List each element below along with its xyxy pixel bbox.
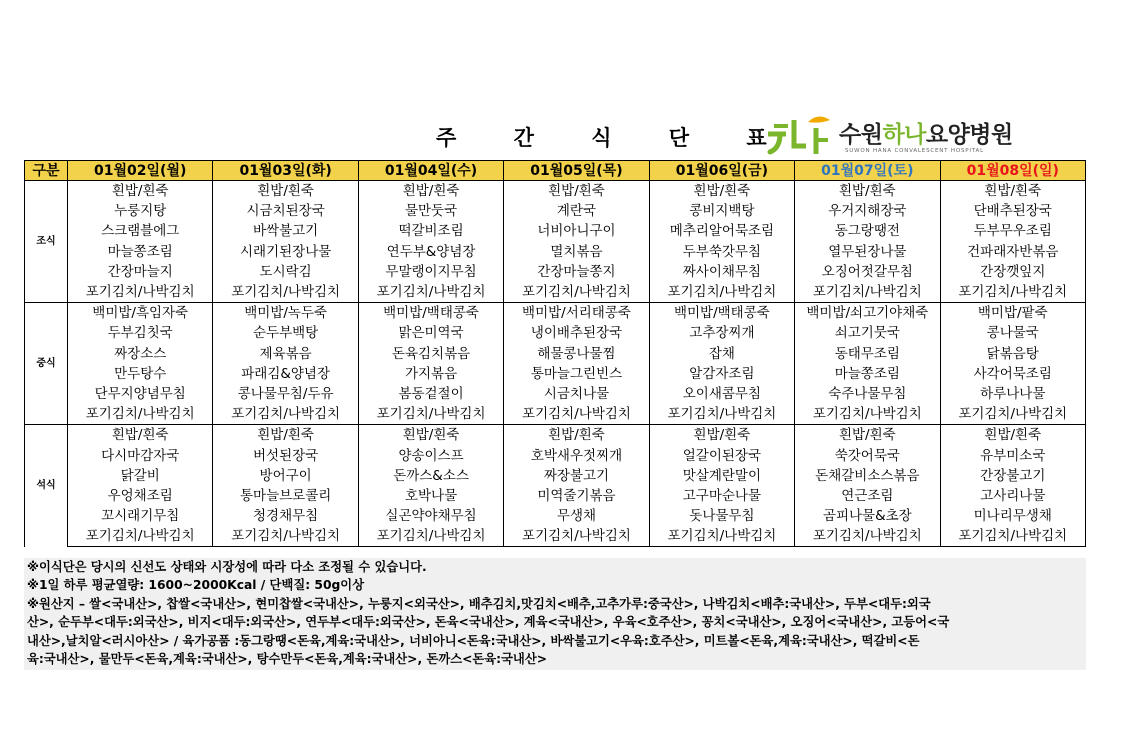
menu-item: 얼갈이된장국	[649, 445, 794, 465]
menu-item: 포기김치/나박김치	[504, 282, 649, 303]
menu-item: 짜사이채무침	[649, 262, 794, 282]
menu-item: 흰밥/흰죽	[940, 181, 1085, 202]
menu-item: 도시락김	[213, 262, 358, 282]
menu-row	[25, 303, 1086, 324]
menu-item: 포기김치/나박김치	[940, 404, 1085, 425]
menu-item: 콩비지백탕	[649, 201, 794, 221]
menu-item: 포기김치/나박김치	[795, 404, 940, 425]
menu-item: 고추장찌개	[649, 323, 794, 343]
menu-row	[25, 404, 1086, 425]
menu-item: 포기김치/나박김치	[940, 282, 1085, 303]
menu-item: 포기김치/나박김치	[358, 404, 503, 425]
menu-item: 꼬시래기무침	[68, 506, 213, 526]
hospital-name-part1: 수원	[839, 122, 883, 148]
menu-item: 콩나물국	[940, 323, 1085, 343]
menu-row	[25, 466, 1086, 486]
menu-row	[25, 384, 1086, 404]
menu-item: 흰밥/흰죽	[504, 425, 649, 446]
menu-item: 우거지해장국	[795, 201, 940, 221]
menu-item: 미역줄기볶음	[504, 486, 649, 506]
hospital-english-name: SUWON HANA CONVALESCENT HOSPITAL	[845, 148, 984, 154]
menu-item: 오징어젓갈무침	[795, 262, 940, 282]
menu-item: 봄동겉절이	[358, 384, 503, 404]
breakfast-label: 조식	[25, 181, 68, 303]
page-title: 주 간 식 단 표	[436, 126, 792, 150]
menu-item: 두부무우조림	[940, 221, 1085, 241]
menu-item: 쑥갓어묵국	[795, 445, 940, 465]
menu-item: 포기김치/나박김치	[68, 282, 213, 303]
menu-item: 호박나물	[358, 486, 503, 506]
menu-item: 잡채	[649, 344, 794, 364]
hospital-logo	[766, 114, 1056, 160]
menu-item: 흰밥/흰죽	[504, 181, 649, 202]
notes-section	[24, 558, 1086, 670]
menu-item: 무생채	[504, 506, 649, 526]
menu-item: 짜장소스	[68, 344, 213, 364]
menu-item: 우엉채조림	[68, 486, 213, 506]
menu-item: 닭갈비	[68, 466, 213, 486]
menu-item: 포기김치/나박김치	[358, 282, 503, 303]
menu-item: 돈채갈비소스볶음	[795, 466, 940, 486]
dinner-block	[25, 425, 1086, 547]
menu-item: 흰밥/흰죽	[358, 425, 503, 446]
menu-item: 곰피나물&초장	[795, 506, 940, 526]
menu-item: 포기김치/나박김치	[940, 526, 1085, 547]
menu-item: 사각어묵조림	[940, 364, 1085, 384]
menu-item: 유부미소국	[940, 445, 1085, 465]
menu-item: 파래김&양념장	[213, 364, 358, 384]
menu-item: 두부김칫국	[68, 323, 213, 343]
menu-item: 열무된장나물	[795, 242, 940, 262]
menu-item: 시래기된장나물	[213, 242, 358, 262]
menu-item: 닭볶음탕	[940, 344, 1085, 364]
menu-item: 두부쑥갓무침	[649, 242, 794, 262]
menu-row	[25, 262, 1086, 282]
menu-item: 무말랭이지무침	[358, 262, 503, 282]
menu-item: 돈육김치볶음	[358, 344, 503, 364]
breakfast-block	[25, 181, 1086, 303]
menu-item: 양송이스프	[358, 445, 503, 465]
menu-item: 포기김치/나박김치	[68, 404, 213, 425]
menu-item: 흰밥/흰죽	[795, 181, 940, 202]
menu-item: 돗나물무침	[649, 506, 794, 526]
menu-row	[25, 344, 1086, 364]
menu-item: 고사리나물	[940, 486, 1085, 506]
menu-row	[25, 323, 1086, 343]
menu-item: 간장깻잎지	[940, 262, 1085, 282]
menu-row	[25, 425, 1086, 446]
menu-row	[25, 282, 1086, 303]
menu-item: 알감자조림	[649, 364, 794, 384]
menu-item: 포기김치/나박김치	[68, 526, 213, 547]
menu-item: 하루나나물	[940, 384, 1085, 404]
note-line: 내산>,날치알<러시아산> / 육가공품 :동그랑땡<돈육,계육:국내산>, 너비아니<돈육:국내산>, 바싹불고기<우육:호주산>, 미트볼<돈육,계육:국내산>, 떡갈비<돈	[27, 633, 920, 648]
menu-item: 간장마늘지	[68, 262, 213, 282]
menu-item: 버섯된장국	[213, 445, 358, 465]
menu-item: 물만둣국	[358, 201, 503, 221]
menu-row	[25, 486, 1086, 506]
menu-item: 간장불고기	[940, 466, 1085, 486]
menu-item: 포기김치/나박김치	[795, 526, 940, 547]
menu-item: 흰밥/흰죽	[649, 425, 794, 446]
menu-item: 동그랑땡전	[795, 221, 940, 241]
logo-mark-icon	[766, 114, 834, 156]
menu-item: 포기김치/나박김치	[649, 526, 794, 547]
menu-item: 흰밥/흰죽	[213, 425, 358, 446]
menu-item: 포기김치/나박김치	[649, 282, 794, 303]
menu-item: 멸치볶음	[504, 242, 649, 262]
menu-item: 연두부&양념장	[358, 242, 503, 262]
menu-item: 포기김치/나박김치	[504, 526, 649, 547]
menu-item: 마늘쫑조림	[795, 364, 940, 384]
note-line: ※1일 하루 평균열량: 1600~2000Kcal / 단백질: 50g이상	[27, 578, 365, 593]
menu-row	[25, 445, 1086, 465]
menu-item: 방어구이	[213, 466, 358, 486]
day-header-sat: 01월07일(토)	[795, 161, 940, 181]
day-header-mon: 01월02일(월)	[68, 161, 213, 181]
day-header-sun: 01월08일(일)	[940, 161, 1085, 181]
lunch-label: 중식	[25, 303, 68, 425]
menu-row	[25, 181, 1086, 202]
menu-item: 짜장불고기	[504, 466, 649, 486]
menu-row	[25, 364, 1086, 384]
menu-item: 만두탕수	[68, 364, 213, 384]
menu-item: 맛살계란말이	[649, 466, 794, 486]
menu-item: 백미밥/흑임자죽	[68, 303, 213, 324]
menu-row	[25, 506, 1086, 526]
menu-item: 스크램블에그	[68, 221, 213, 241]
menu-item: 흰밥/흰죽	[795, 425, 940, 446]
menu-item: 백미밥/백태콩죽	[358, 303, 503, 324]
hospital-name-part3: 요양병원	[925, 122, 1013, 148]
day-header-thu: 01월05일(목)	[504, 161, 649, 181]
menu-item: 포기김치/나박김치	[213, 526, 358, 547]
menu-item: 흰밥/흰죽	[358, 181, 503, 202]
day-header-tue: 01월03일(화)	[213, 161, 358, 181]
day-header-wed: 01월04일(수)	[358, 161, 503, 181]
menu-item: 흰밥/흰죽	[68, 425, 213, 446]
menu-item: 흰밥/흰죽	[68, 181, 213, 202]
dinner-label: 석식	[25, 425, 68, 547]
menu-row	[25, 201, 1086, 221]
weekly-menu-table	[24, 160, 1086, 547]
menu-item: 포기김치/나박김치	[504, 404, 649, 425]
menu-item: 돈까스&소스	[358, 466, 503, 486]
menu-item: 시금치나물	[504, 384, 649, 404]
menu-item: 메추리알어묵조림	[649, 221, 794, 241]
menu-row	[25, 242, 1086, 262]
menu-item: 바싹불고기	[213, 221, 358, 241]
menu-item: 포기김치/나박김치	[358, 526, 503, 547]
menu-item: 가지볶음	[358, 364, 503, 384]
menu-item: 쇠고기뭇국	[795, 323, 940, 343]
menu-item: 간장마늘쫑지	[504, 262, 649, 282]
menu-item: 떡갈비조림	[358, 221, 503, 241]
menu-item: 단배추된장국	[940, 201, 1085, 221]
menu-item: 백미밥/서리태콩죽	[504, 303, 649, 324]
menu-item: 백미밥/쇠고기야채죽	[795, 303, 940, 324]
menu-item: 시금치된장국	[213, 201, 358, 221]
category-header: 구분	[25, 161, 68, 181]
menu-item: 맑은미역국	[358, 323, 503, 343]
note-line: 육:국내산>, 물만두<돈육,계육:국내산>, 탕수만두<돈육,계육:국내산>, 돈까스<돈육:국내산>	[27, 652, 547, 667]
menu-item: 연근조림	[795, 486, 940, 506]
menu-item: 호박새우젓찌개	[504, 445, 649, 465]
menu-item: 포기김치/나박김치	[795, 282, 940, 303]
menu-item: 콩나물무침/두유	[213, 384, 358, 404]
menu-item: 다시마감자국	[68, 445, 213, 465]
menu-item: 실곤약야채무침	[358, 506, 503, 526]
menu-item: 해물콩나물찜	[504, 344, 649, 364]
menu-item: 마늘쫑조림	[68, 242, 213, 262]
menu-item: 고구마순나물	[649, 486, 794, 506]
lunch-block	[25, 303, 1086, 425]
menu-item: 포기김치/나박김치	[649, 404, 794, 425]
menu-item: 제육볶음	[213, 344, 358, 364]
hospital-name	[839, 116, 1013, 149]
menu-item: 숙주나물무침	[795, 384, 940, 404]
menu-item: 백미밥/녹두죽	[213, 303, 358, 324]
menu-item: 흰밥/흰죽	[213, 181, 358, 202]
menu-item: 청경채무침	[213, 506, 358, 526]
menu-row	[25, 526, 1086, 547]
menu-item: 흰밥/흰죽	[940, 425, 1085, 446]
menu-item: 냉이배추된장국	[504, 323, 649, 343]
menu-item: 통마늘브로콜리	[213, 486, 358, 506]
menu-item: 순두부백탕	[213, 323, 358, 343]
menu-item: 백미밥/팥죽	[940, 303, 1085, 324]
hospital-name-part2: 하나	[882, 122, 926, 148]
menu-item: 너비아니구이	[504, 221, 649, 241]
menu-item: 통마늘그린빈스	[504, 364, 649, 384]
menu-item: 백미밥/백태콩죽	[649, 303, 794, 324]
note-line: ※원산지 – 쌀<국내산>, 찹쌀<국내산>, 현미찹쌀<국내산>, 누룽지<외국산>, 배추김치,맛김치<배추,고추가루:중국산>, 나박김치<배추:국내산>, 두부<대두:외국	[27, 596, 931, 611]
menu-item: 포기김치/나박김치	[213, 404, 358, 425]
menu-row	[25, 221, 1086, 241]
menu-item: 단무지양념무침	[68, 384, 213, 404]
day-header-fri: 01월06일(금)	[649, 161, 794, 181]
menu-item: 오이새콤무침	[649, 384, 794, 404]
menu-item: 건파래자반볶음	[940, 242, 1085, 262]
menu-item: 계란국	[504, 201, 649, 221]
menu-item: 동태무조림	[795, 344, 940, 364]
menu-item: 미나리무생채	[940, 506, 1085, 526]
menu-item: 흰밥/흰죽	[649, 181, 794, 202]
menu-item: 누룽지탕	[68, 201, 213, 221]
menu-header-row	[25, 161, 1086, 181]
menu-item: 포기김치/나박김치	[213, 282, 358, 303]
note-line: 산>, 순두부<대두:외국산>, 비지<대두:외국산>, 연두부<대두:외국산>, 돈육<국내산>, 계육<국내산>, 우육<호주산>, 꽁치<국내산>, 오징어<국내산>, 고등어<국	[27, 615, 950, 630]
note-line: ※이식단은 당시의 신선도 상태와 시장성에 따라 다소 조정될 수 있습니다.	[27, 560, 427, 574]
